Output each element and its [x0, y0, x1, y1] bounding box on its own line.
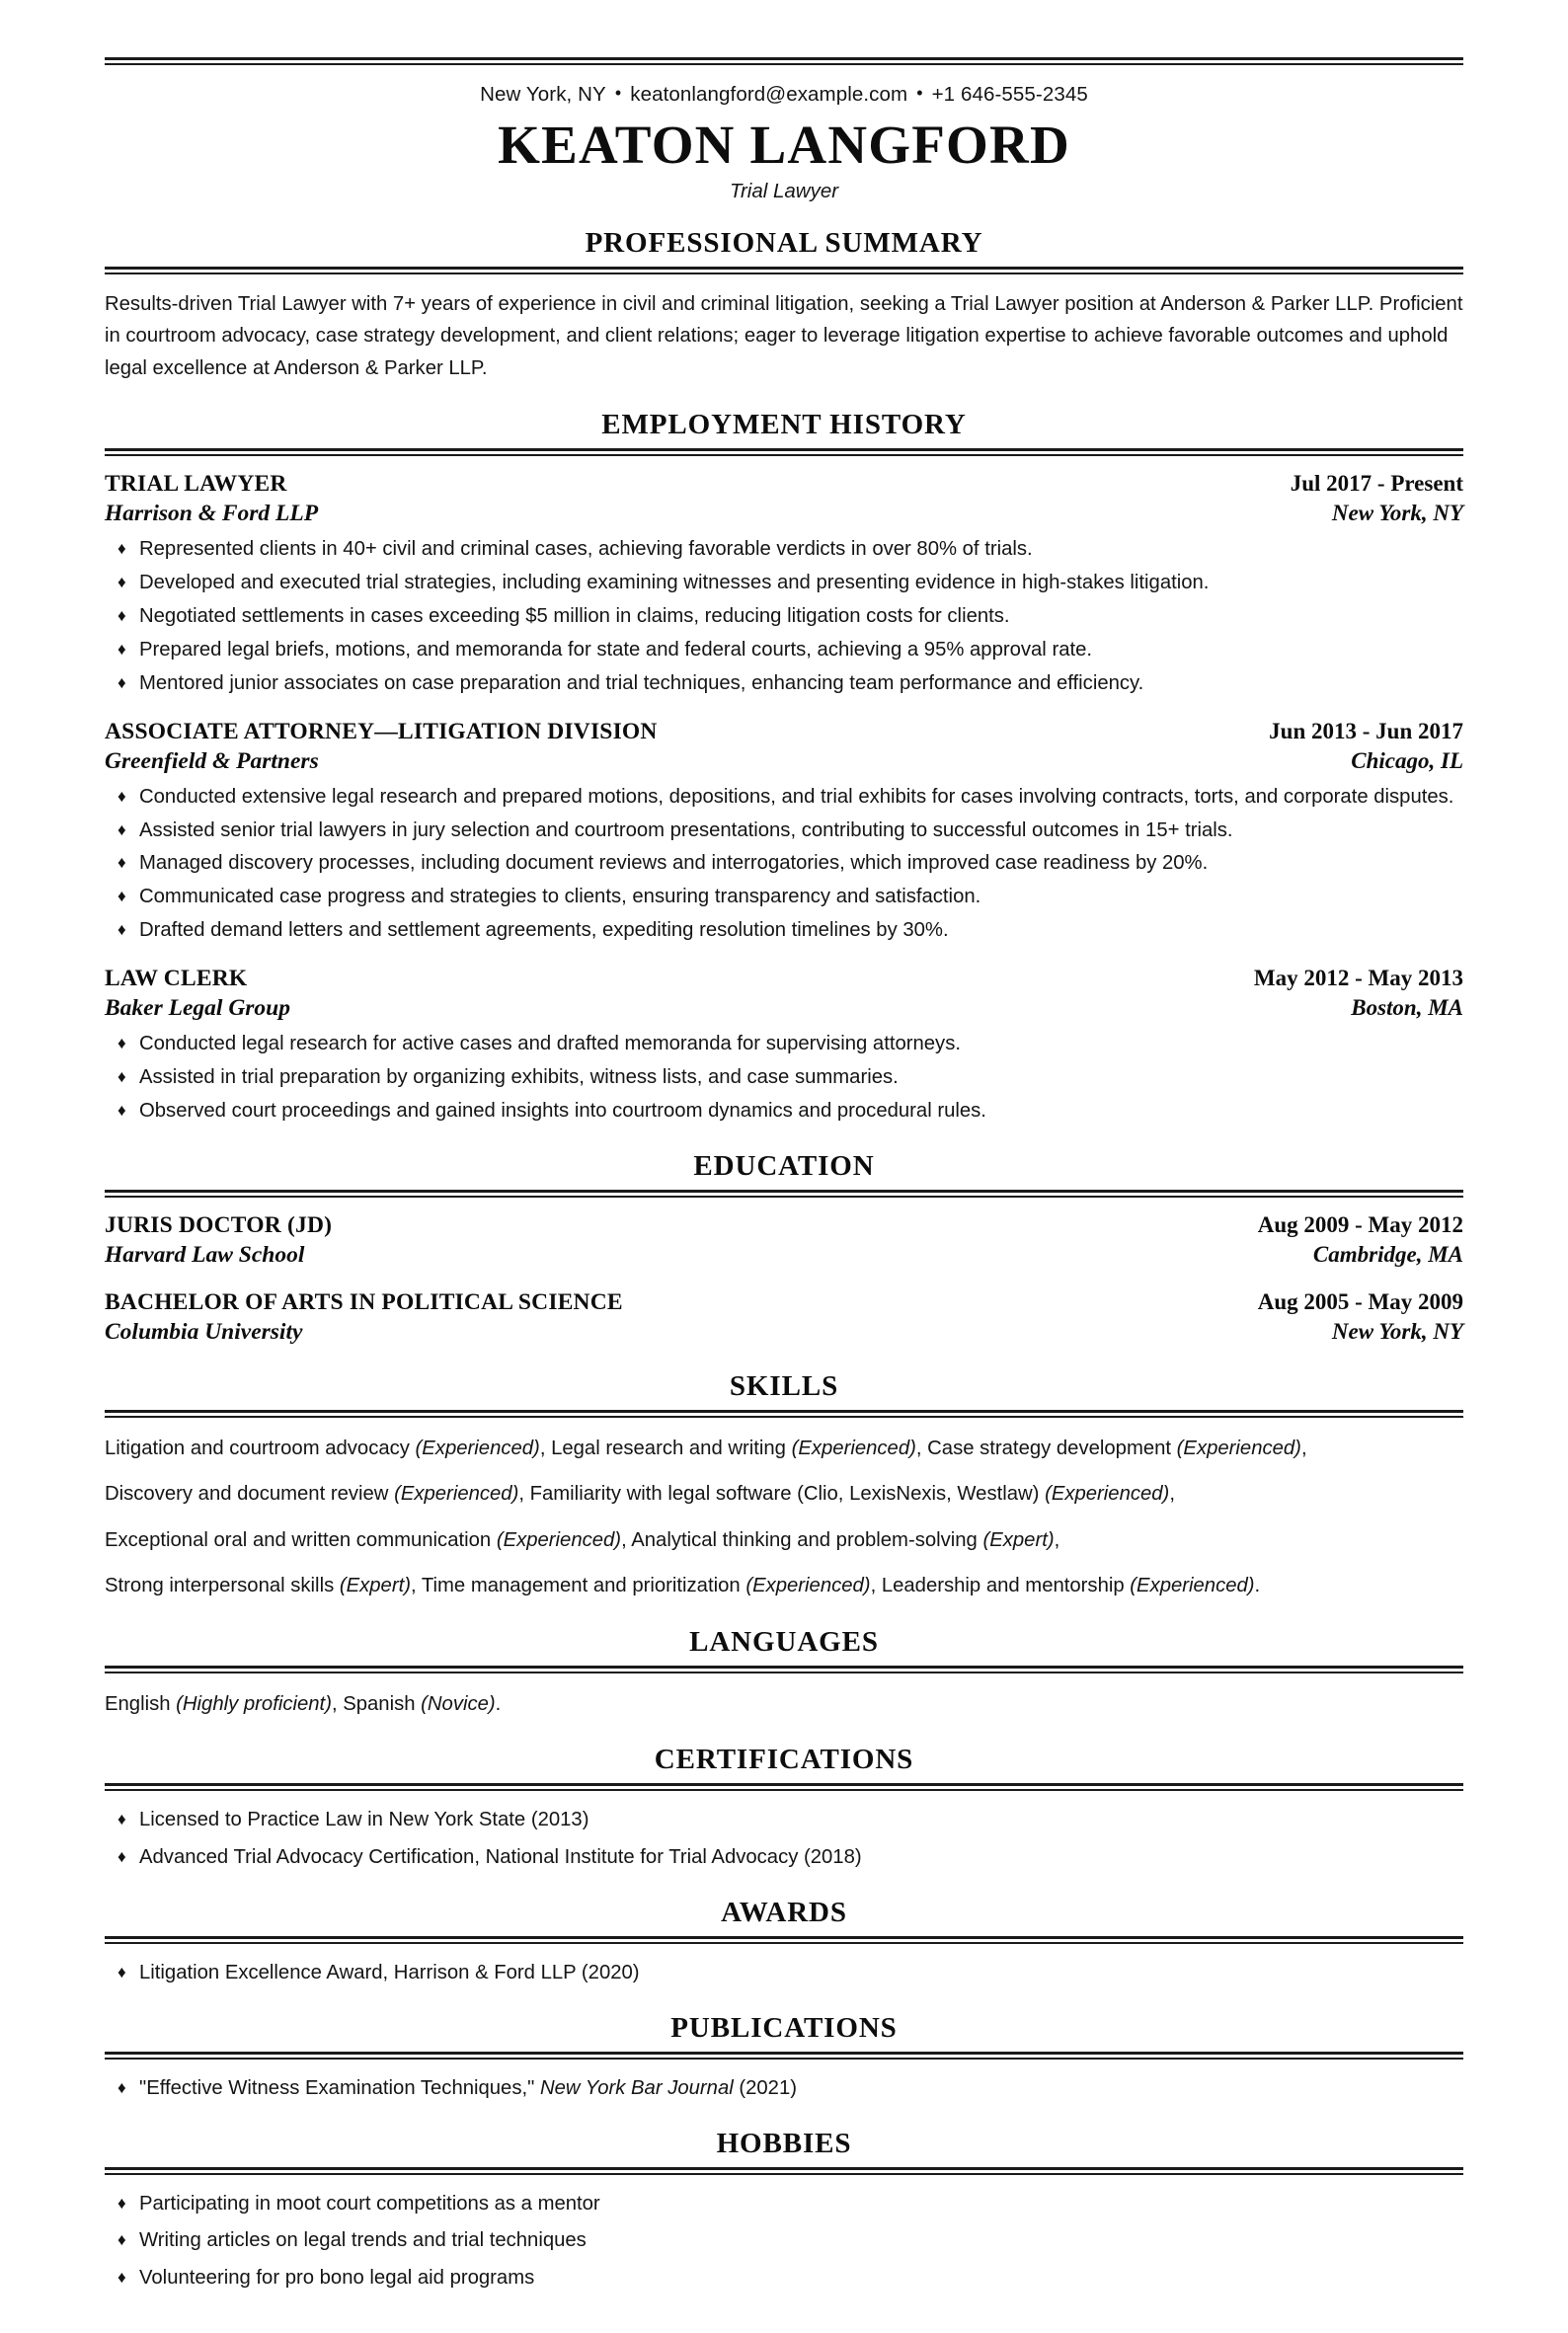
certification-item: [105, 1805, 1463, 1835]
list-item-text: Participating in moot court competitions as a mentor: [139, 2192, 600, 2215]
job-responsibility-item: [105, 1096, 1463, 1127]
bullet-icon: ♦: [118, 1810, 126, 1829]
plain-text: , Leadership and mentorship: [870, 1575, 1131, 1597]
list-item-text: [139, 2077, 797, 2099]
languages-list: [105, 1688, 1463, 1720]
bullet-icon: ♦: [118, 819, 126, 839]
section-title-summary: PROFESSIONAL SUMMARY: [585, 226, 983, 259]
section-rule-publications: [105, 2052, 1463, 2060]
degree-dates: Aug 2005 - May 2009: [1257, 1288, 1463, 1314]
bullet-icon: ♦: [118, 1066, 126, 1086]
plain-text: ,: [1300, 1437, 1307, 1459]
section-title-publications: PUBLICATIONS: [670, 2011, 898, 2044]
emphasis-text: (Experienced): [394, 1483, 519, 1506]
contact-email[interactable]: keatonlangford@example.com: [630, 83, 908, 106]
contact-location: New York, NY: [480, 83, 606, 106]
bullet-icon: ♦: [118, 887, 126, 906]
list-item-text: Assisted in trial preparation by organizing exhibits, witness lists, and case summaries.: [139, 1065, 899, 1088]
job-dates: Jul 2017 - Present: [1290, 471, 1463, 497]
section-title-languages: LANGUAGES: [689, 1625, 879, 1658]
job-responsibility-item: [105, 882, 1463, 912]
contact-phone[interactable]: +1 646-555-2345: [931, 83, 1088, 106]
hobby-item: [105, 2263, 1463, 2294]
plain-text: (2021): [733, 2076, 797, 2099]
bullet-icon: ♦: [118, 2193, 126, 2213]
job-responsibility-list: [105, 782, 1463, 946]
employment-entry-subheader: [105, 746, 1463, 776]
employment-entry-subheader: [105, 993, 1463, 1023]
skill-line: [105, 1478, 1463, 1510]
list-item-text: Mentored junior associates on case preparation and trial techniques, enhancing team performance and efficiency.: [139, 671, 1144, 694]
section-rule-languages: [105, 1666, 1463, 1673]
job-title: TRIAL LAWYER: [105, 471, 287, 498]
employer-name: Greenfield & Partners: [105, 747, 319, 774]
plain-text: , Time management and prioritization: [410, 1575, 746, 1597]
employment-entry-header: [105, 717, 1463, 746]
section-rule-awards: [105, 1936, 1463, 1944]
employer-name: Baker Legal Group: [105, 994, 290, 1021]
section-title-education: EDUCATION: [693, 1149, 875, 1182]
section-rule-summary: [105, 267, 1463, 274]
bullet-icon: ♦: [118, 539, 126, 559]
plain-text: Discovery and document review: [105, 1483, 395, 1506]
education-entry-header: [105, 1210, 1463, 1240]
page-title: KEATON LANGFORD: [498, 115, 1070, 175]
emphasis-text: (Highly proficient): [176, 1692, 332, 1715]
section-rule-employment: [105, 448, 1463, 456]
skill-line: [105, 1524, 1463, 1556]
emphasis-text: (Experienced): [745, 1575, 871, 1597]
employment-entry: [105, 717, 1463, 946]
job-responsibility-item: [105, 534, 1463, 565]
certifications-list: [105, 1805, 1463, 1873]
list-item-text: Conducted extensive legal research and prepared motions, depositions, and trial exhibits for cases involving contracts, torts, and corporate disputes.: [139, 785, 1454, 808]
job-responsibility-item: [105, 915, 1463, 946]
bullet-icon: ♦: [118, 1847, 126, 1867]
plain-text: English: [105, 1692, 177, 1715]
employment-entry-header: [105, 964, 1463, 993]
skill-line: [105, 1433, 1463, 1464]
hobbies-list: [105, 2189, 1463, 2294]
employer-name: Harrison & Ford LLP: [105, 501, 319, 527]
employment-list: [105, 469, 1463, 1126]
section-title-skills: SKILLS: [729, 1369, 839, 1402]
employment-entry: [105, 469, 1463, 698]
emphasis-text: (Experienced): [1176, 1437, 1301, 1459]
bullet-icon: ♦: [118, 920, 126, 940]
job-responsibility-list: [105, 1029, 1463, 1127]
hobby-item: [105, 2189, 1463, 2219]
contact-separator-1: •: [614, 83, 622, 103]
emphasis-text: (Expert): [339, 1575, 411, 1597]
contact-separator-2: •: [916, 83, 923, 103]
section-rule-certifications: [105, 1783, 1463, 1791]
plain-text: .: [495, 1692, 502, 1715]
awards-list: [105, 1958, 1463, 1988]
list-item-text: Advanced Trial Advocacy Certification, National Institute for Trial Advocacy (2018): [139, 1846, 862, 1869]
degree-title: JURIS DOCTOR (JD): [105, 1211, 333, 1238]
list-item-text: Writing articles on legal trends and trial techniques: [139, 2229, 587, 2252]
bullet-icon: ♦: [118, 1100, 126, 1120]
job-title: LAW CLERK: [105, 965, 248, 991]
bullet-icon: ♦: [118, 639, 126, 659]
job-title: ASSOCIATE ATTORNEY—LITIGATION DIVISION: [105, 718, 658, 744]
degree-dates: Aug 2009 - May 2012: [1257, 1211, 1463, 1237]
list-item-text: Licensed to Practice Law in New York State (2013): [139, 1809, 589, 1831]
list-item-text: Represented clients in 40+ civil and criminal cases, achieving favorable verdicts in over 80% of trials.: [139, 538, 1033, 561]
plain-text: "Effective Witness Examination Techniques,": [139, 2076, 540, 2099]
education-entry-subheader: [105, 1240, 1463, 1270]
bullet-icon: ♦: [118, 853, 126, 873]
job-dates: May 2012 - May 2013: [1253, 965, 1463, 990]
job-location: New York, NY: [1331, 501, 1463, 526]
job-location: Chicago, IL: [1351, 747, 1463, 773]
school-location: New York, NY: [1331, 1318, 1463, 1344]
list-item-text: Communicated case progress and strategies to clients, ensuring transparency and satisfaction.: [139, 886, 981, 908]
emphasis-text: (Experienced): [415, 1437, 540, 1459]
list-item-text: Litigation Excellence Award, Harrison & Ford LLP (2020): [139, 1961, 640, 1983]
list-item-text: Developed and executed trial strategies, including examining witnesses and presenting evidence in high-stakes litigation.: [139, 572, 1210, 594]
job-responsibility-list: [105, 534, 1463, 698]
plain-text: .: [1254, 1575, 1261, 1597]
job-subtitle: Trial Lawyer: [729, 179, 839, 202]
bullet-icon: ♦: [118, 2268, 126, 2288]
plain-text: ,: [1169, 1483, 1175, 1506]
list-item-text: Drafted demand letters and settlement agreements, expediting resolution timelines by 30%.: [139, 919, 949, 942]
section-rule-skills: [105, 1410, 1463, 1418]
publication-item: [105, 2073, 1463, 2104]
plain-text: , Case strategy development: [915, 1437, 1177, 1459]
bullet-icon: ♦: [118, 786, 126, 806]
emphasis-text: (Experienced): [496, 1528, 622, 1551]
job-responsibility-item: [105, 1029, 1463, 1059]
education-entry-subheader: [105, 1317, 1463, 1347]
certification-item: [105, 1842, 1463, 1873]
job-responsibility-item: [105, 601, 1463, 632]
list-item-text: Prepared legal briefs, motions, and memoranda for state and federal courts, achieving a 95% approval rate.: [139, 638, 1093, 661]
bullet-icon: ♦: [118, 672, 126, 692]
job-responsibility-item: [105, 1062, 1463, 1093]
job-responsibility-item: [105, 635, 1463, 665]
employment-entry: [105, 964, 1463, 1127]
bullet-icon: ♦: [118, 2077, 126, 2097]
section-title-awards: AWARDS: [721, 1896, 847, 1928]
emphasis-text: (Expert): [982, 1528, 1055, 1551]
list-item-text: Negotiated settlements in cases exceeding $5 million in claims, reducing litigation costs for clients.: [139, 604, 1010, 627]
skill-line: [105, 1570, 1463, 1601]
job-responsibility-item: [105, 568, 1463, 598]
job-responsibility-item: [105, 816, 1463, 846]
bullet-icon: ♦: [118, 1962, 126, 1982]
degree-title: BACHELOR OF ARTS IN POLITICAL SCIENCE: [105, 1288, 623, 1315]
education-list: [105, 1210, 1463, 1347]
list-item-text: Conducted legal research for active cases and drafted memoranda for supervising attorneys.: [139, 1033, 961, 1055]
school-name: Columbia University: [105, 1318, 303, 1345]
job-responsibility-item: [105, 848, 1463, 879]
contact-line: [105, 83, 1463, 107]
award-item: [105, 1958, 1463, 1988]
bullet-icon: ♦: [118, 573, 126, 592]
publications-list: [105, 2073, 1463, 2104]
emphasis-text: (Novice): [421, 1692, 496, 1715]
section-rule-education: [105, 1190, 1463, 1198]
bullet-icon: ♦: [118, 1034, 126, 1053]
school-location: Cambridge, MA: [1312, 1241, 1463, 1267]
section-rule-hobbies: [105, 2167, 1463, 2175]
plain-text: Strong interpersonal skills: [105, 1575, 340, 1597]
hobby-item: [105, 2225, 1463, 2256]
section-title-hobbies: HOBBIES: [716, 2127, 852, 2159]
plain-text: ,: [1054, 1528, 1060, 1551]
summary-text: Results-driven Trial Lawyer with 7+ years of experience in civil and criminal litigation, seeking a Trial Lawyer position at Anderson & Parker LLP. Proficient in courtroom advocacy, case strategy development, and client relations; eager to leverage litigation expertise to achieve favorable outcomes and uphold legal excellence at Anderson & Parker LLP.: [105, 292, 1463, 380]
list-item-text: Observed court proceedings and gained insights into courtroom dynamics and procedural rules.: [139, 1099, 986, 1122]
education-entry: [105, 1287, 1463, 1347]
plain-text: , Legal research and writing: [539, 1437, 792, 1459]
emphasis-text: (Experienced): [791, 1437, 916, 1459]
school-name: Harvard Law School: [105, 1241, 305, 1268]
emphasis-text: New York Bar Journal: [539, 2076, 734, 2099]
emphasis-text: (Experienced): [1130, 1575, 1255, 1597]
list-item-text: Managed discovery processes, including document reviews and interrogatories, which improved case readiness by 20%.: [139, 852, 1209, 875]
header-top-rule: [105, 57, 1463, 65]
employment-entry-subheader: [105, 499, 1463, 528]
job-responsibility-item: [105, 782, 1463, 813]
plain-text: Exceptional oral and written communication: [105, 1528, 497, 1551]
job-dates: Jun 2013 - Jun 2017: [1269, 718, 1463, 743]
plain-text: , Analytical thinking and problem-solving: [621, 1528, 983, 1551]
education-entry-header: [105, 1287, 1463, 1317]
list-item-text: Assisted senior trial lawyers in jury selection and courtroom presentations, contributing to successful outcomes in 15+ trials.: [139, 818, 1233, 841]
section-title-certifications: CERTIFICATIONS: [654, 1744, 914, 1776]
plain-text: Litigation and courtroom advocacy: [105, 1437, 416, 1459]
education-entry: [105, 1210, 1463, 1270]
language-line: [105, 1688, 1463, 1720]
job-responsibility-item: [105, 668, 1463, 699]
plain-text: , Familiarity with legal software (Clio, LexisNexis, Westlaw): [518, 1483, 1046, 1506]
employment-entry-header: [105, 469, 1463, 499]
bullet-icon: ♦: [118, 605, 126, 625]
plain-text: , Spanish: [331, 1692, 422, 1715]
list-item-text: Volunteering for pro bono legal aid programs: [139, 2267, 535, 2290]
emphasis-text: (Experienced): [1045, 1483, 1170, 1506]
job-location: Boston, MA: [1351, 994, 1463, 1020]
section-title-employment: EMPLOYMENT HISTORY: [601, 409, 967, 441]
bullet-icon: ♦: [118, 2230, 126, 2250]
skills-list: [105, 1433, 1463, 1602]
